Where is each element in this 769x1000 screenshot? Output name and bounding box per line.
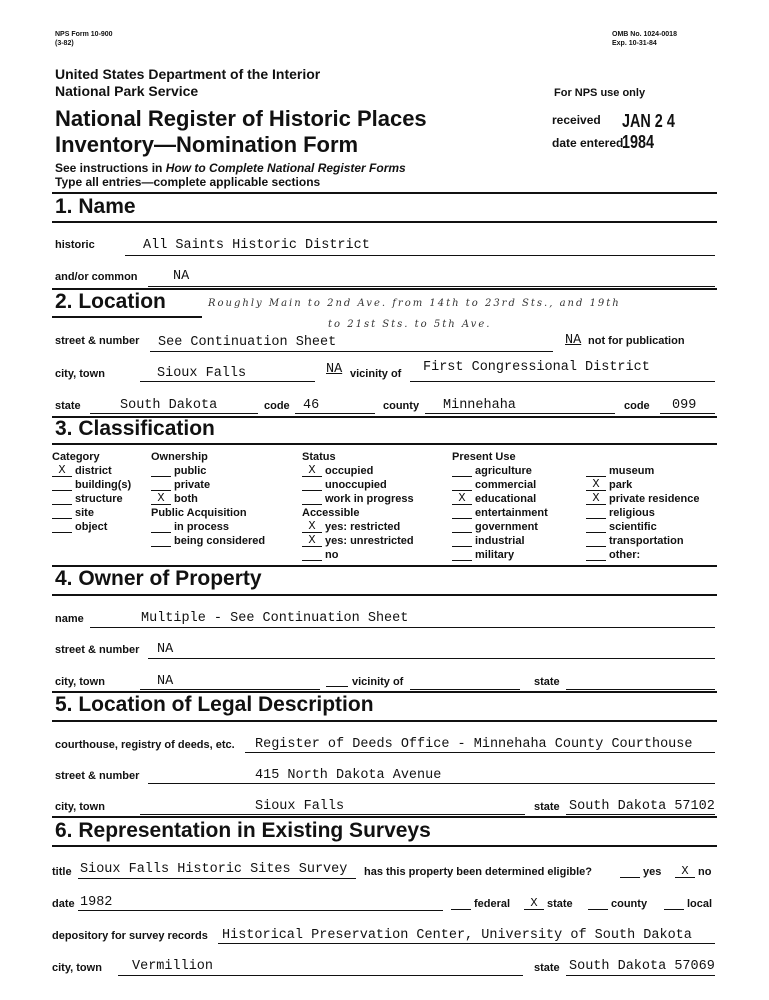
- code-value: 46: [303, 398, 320, 413]
- eligible-label: has this property been determined eligible?: [364, 866, 592, 878]
- ownership-heading: Ownership: [151, 451, 208, 463]
- city-value: Sioux Falls: [157, 366, 247, 381]
- status-heading: Status: [302, 451, 336, 463]
- legal-city-label: city, town: [55, 801, 105, 813]
- depository-state-label: state: [534, 962, 560, 974]
- nps-use-box: [538, 78, 708, 166]
- code-label: code: [264, 400, 290, 412]
- owner-name: Multiple - See Continuation Sheet: [141, 611, 409, 626]
- use-scientific[interactable]: scientific: [586, 521, 657, 533]
- legal-city: Sioux Falls: [255, 799, 345, 814]
- owner-state-label: state: [534, 676, 560, 688]
- use-military[interactable]: military: [452, 549, 514, 561]
- accessible-unrestricted[interactable]: X yes: unrestricted: [302, 535, 414, 547]
- state-label: state: [55, 400, 81, 412]
- legal-street: 415 North Dakota Avenue: [255, 768, 442, 783]
- category-heading: Category: [52, 451, 100, 463]
- section-3-heading: 3. Classification: [55, 417, 215, 440]
- survey-date-label: date: [52, 898, 75, 910]
- category-district[interactable]: X district: [52, 465, 112, 477]
- form-title-1: National Register of Historic Places: [55, 106, 427, 131]
- level-local[interactable]: local: [664, 898, 712, 910]
- use-government[interactable]: government: [452, 521, 538, 533]
- ownership-private[interactable]: private: [151, 479, 210, 491]
- survey-title-label: title: [52, 866, 72, 878]
- owner-street: NA: [157, 642, 174, 657]
- status-unoccupied[interactable]: unoccupied: [302, 479, 387, 491]
- state-value: South Dakota: [120, 398, 218, 413]
- received-label: received: [552, 113, 601, 127]
- courthouse-value: Register of Deeds Office - Minnehaha County Courthouse: [255, 737, 693, 752]
- type-instructions: Type all entries—complete applicable sections: [55, 175, 321, 189]
- section-5-heading: 5. Location of Legal Description: [55, 693, 374, 716]
- street-value: See Continuation Sheet: [158, 335, 337, 350]
- common-name-label: and/or common: [55, 271, 138, 283]
- legal-state-label: state: [534, 801, 560, 813]
- accessible-heading: Accessible: [302, 507, 360, 519]
- level-federal[interactable]: federal: [451, 898, 510, 910]
- use-private-residence[interactable]: X private residence: [586, 493, 700, 505]
- common-name: NA: [173, 269, 190, 284]
- acquisition-being-considered[interactable]: being considered: [151, 535, 265, 547]
- depository-city-label: city, town: [52, 962, 102, 974]
- courthouse-label: courthouse, registry of deeds, etc.: [55, 739, 235, 751]
- public-acquisition-heading: Public Acquisition: [151, 507, 247, 519]
- use-park[interactable]: X park: [586, 479, 632, 491]
- department: United States Department of the Interior: [55, 66, 321, 82]
- owner-vicinity-label: vicinity of: [352, 676, 404, 688]
- city-label: city, town: [55, 368, 105, 380]
- historic-name: All Saints Historic District: [143, 238, 370, 253]
- level-state[interactable]: X state: [524, 898, 573, 910]
- legal-street-label: street & number: [55, 770, 140, 782]
- received-stamp: JAN 2 4 1984: [622, 111, 675, 152]
- survey-title: Sioux Falls Historic Sites Survey: [80, 862, 348, 877]
- county-label: county: [383, 400, 420, 412]
- depository-value: Historical Preservation Center, University of South Dakota: [222, 928, 692, 943]
- vicinity-label: vicinity of: [350, 368, 402, 380]
- section-1-heading: 1. Name: [55, 195, 136, 218]
- section-6-heading: 6. Representation in Existing Surveys: [55, 819, 431, 842]
- depository-label: depository for survey records: [52, 930, 208, 942]
- owner-name-label: name: [55, 613, 84, 625]
- handwritten-boundary-1: Roughly Main to 2nd Ave. from 14th to 23rd Sts., and 19th: [208, 298, 621, 309]
- status-occupied[interactable]: X occupied: [302, 465, 373, 477]
- use-other[interactable]: other:: [586, 549, 640, 561]
- depository-city: Vermillion: [132, 959, 214, 974]
- accessible-restricted[interactable]: X yes: restricted: [302, 521, 400, 533]
- not-for-publication-label: not for publication: [588, 335, 685, 347]
- accessible-no[interactable]: no: [302, 549, 338, 561]
- county-value: Minnehaha: [443, 398, 516, 413]
- owner-city-label: city, town: [55, 676, 105, 688]
- category-structure[interactable]: structure: [52, 493, 123, 505]
- historic-label: historic: [55, 239, 95, 251]
- nps-use-heading: For NPS use only: [554, 87, 646, 99]
- owner-street-label: street & number: [55, 644, 140, 656]
- code2-label: code: [624, 400, 650, 412]
- use-educational[interactable]: X educational: [452, 493, 536, 505]
- use-entertainment[interactable]: entertainment: [452, 507, 548, 519]
- eligible-yes[interactable]: yes: [620, 866, 661, 878]
- vicinity-value: NA: [326, 362, 343, 377]
- service: National Park Service: [55, 83, 199, 99]
- legal-state: South Dakota 57102: [569, 799, 715, 814]
- instructions: See instructions in How to Complete National Register Forms: [55, 161, 406, 175]
- ownership-both[interactable]: X both: [151, 493, 198, 505]
- section-2-heading: 2. Location: [55, 290, 166, 313]
- form-revision: (3-82): [55, 40, 74, 47]
- date-entered-label: date entered: [552, 136, 624, 150]
- use-religious[interactable]: religious: [586, 507, 655, 519]
- use-transportation[interactable]: transportation: [586, 535, 684, 547]
- not-for-publication-value: NA: [565, 333, 582, 348]
- survey-date: 1982: [80, 895, 113, 910]
- handwritten-boundary-2: to 21st Sts. to 5th Ave.: [328, 319, 492, 330]
- form-number: NPS Form 10-900: [55, 31, 113, 38]
- depository-state: South Dakota 57069: [569, 959, 715, 974]
- use-industrial[interactable]: industrial: [452, 535, 525, 547]
- section-4-heading: 4. Owner of Property: [55, 567, 262, 590]
- use-agriculture[interactable]: agriculture: [452, 465, 532, 477]
- present-use-heading: Present Use: [452, 451, 516, 463]
- category-buildings[interactable]: building(s): [52, 479, 131, 491]
- district-value: First Congressional District: [423, 360, 650, 375]
- level-county[interactable]: county: [588, 898, 647, 910]
- expiration: Exp. 10-31-84: [612, 40, 657, 47]
- code2-value: 099: [672, 398, 697, 413]
- eligible-no[interactable]: X no: [675, 866, 711, 878]
- status-work-in-progress[interactable]: work in progress: [302, 493, 414, 505]
- use-museum[interactable]: museum: [586, 465, 654, 477]
- category-site[interactable]: site: [52, 507, 94, 519]
- use-commercial[interactable]: commercial: [452, 479, 536, 491]
- ownership-public[interactable]: public: [151, 465, 206, 477]
- owner-city: NA: [157, 674, 174, 689]
- omb-number: OMB No. 1024-0018: [612, 31, 677, 38]
- street-label: street & number: [55, 335, 140, 347]
- category-object[interactable]: object: [52, 521, 107, 533]
- acquisition-in-process[interactable]: in process: [151, 521, 229, 533]
- form-title-2: Inventory—Nomination Form: [55, 132, 359, 157]
